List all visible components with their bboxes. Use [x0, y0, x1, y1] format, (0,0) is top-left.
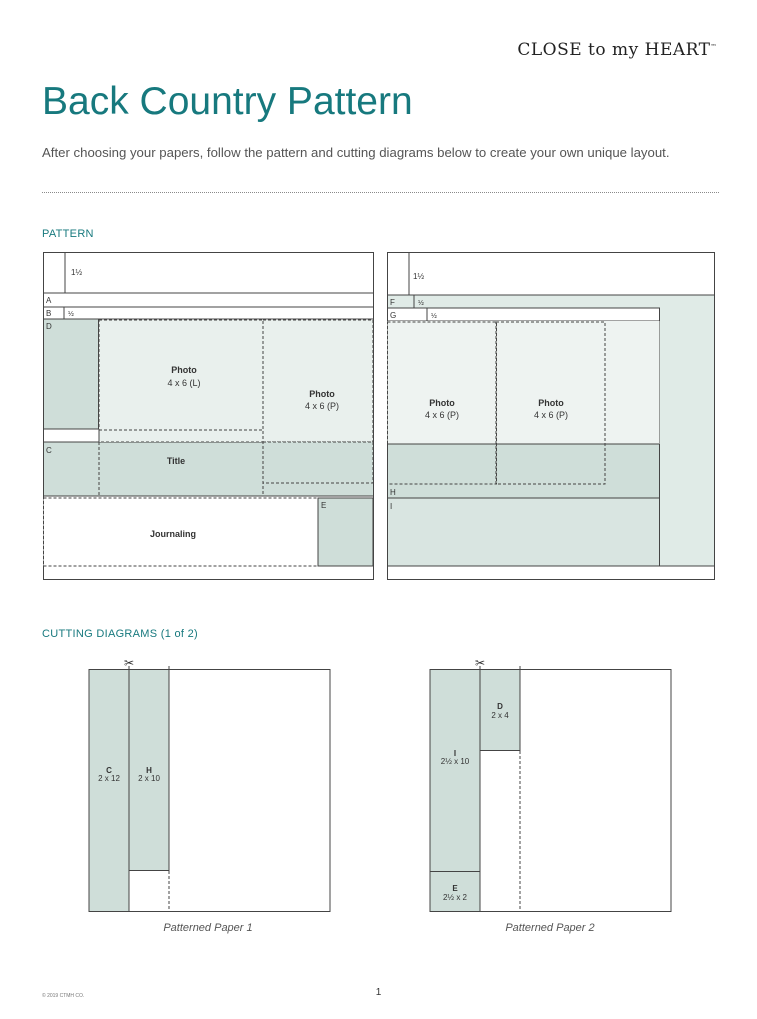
cutting-diagram-2	[426, 654, 676, 916]
pattern-left-photo2-size: 4 x 6 (P)	[304, 401, 340, 411]
pattern-left-photo1-label: Photo	[171, 365, 197, 375]
scissors-icon: ✂	[474, 656, 486, 670]
pattern-right-photo1-size: 4 x 6 (P)	[424, 410, 460, 420]
pattern-right-label-f: F	[390, 298, 395, 307]
pattern-right-photo2-label: Photo	[538, 398, 564, 408]
cut1-size-h: 2 x 10	[138, 774, 160, 783]
pattern-left-label-b-size: ½	[68, 311, 74, 318]
section-label-cutting: CUTTING DIAGRAMS (1 of 2)	[42, 628, 199, 640]
pattern-right-label-f-size: ½	[418, 300, 424, 307]
cut2-label-i: I	[453, 749, 457, 758]
dotted-divider	[42, 192, 719, 193]
pattern-right-label-h: H	[390, 488, 396, 497]
cut1-label-c: C	[106, 766, 112, 775]
pattern-left-title-label: Title	[166, 456, 186, 466]
cut1-size-c: 2 x 12	[98, 774, 120, 783]
pattern-left-label-c: C	[46, 446, 52, 455]
pattern-right-label-g: G	[390, 311, 397, 320]
cut2-label-d: D	[497, 702, 503, 711]
page-subtitle: After choosing your papers, follow the pattern and cutting diagrams below to create your own unique layout.	[42, 145, 670, 160]
pattern-right-margin-label: 1½	[413, 272, 425, 281]
pattern-left-photo2-label: Photo	[309, 389, 335, 399]
cut2-caption: Patterned Paper 2	[505, 922, 595, 934]
pattern-left-label-b: B	[46, 309, 52, 318]
pattern-left-photo1-size: 4 x 6 (L)	[167, 378, 201, 388]
scissors-icon: ✂	[123, 656, 135, 670]
cutting-diagram-1	[85, 654, 335, 916]
pattern-left-label-d: D	[46, 322, 52, 331]
pattern-left-margin-label: 1½	[71, 268, 83, 277]
pattern-right-photo1-label: Photo	[429, 398, 455, 408]
pattern-left-diagram	[43, 252, 375, 582]
cut1-label-h: H	[146, 766, 152, 775]
pattern-left-label-e: E	[321, 501, 327, 510]
pattern-left-journaling-label: Journaling	[149, 529, 197, 539]
pattern-right-label-i: I	[390, 502, 393, 511]
cut2-size-i: 2½ x 10	[440, 757, 470, 766]
brand-logo: CLOSE to my HEART™	[517, 40, 717, 60]
copyright-text: © 2019 CTMH CO.	[42, 993, 85, 999]
cut2-label-e: E	[452, 884, 458, 893]
cut2-size-e: 2½ x 2	[442, 893, 468, 902]
pattern-right-photo2-size: 4 x 6 (P)	[533, 410, 569, 420]
pattern-right-diagram	[387, 252, 717, 582]
page-title: Back Country Pattern	[42, 80, 413, 123]
cut2-size-d: 2 x 4	[491, 711, 509, 720]
section-label-pattern: PATTERN	[42, 228, 94, 240]
pattern-left-label-a: A	[46, 296, 52, 305]
page-number: 1	[375, 987, 382, 998]
pattern-right-label-g-size: ½	[431, 313, 437, 320]
cut1-caption: Patterned Paper 1	[163, 922, 253, 934]
